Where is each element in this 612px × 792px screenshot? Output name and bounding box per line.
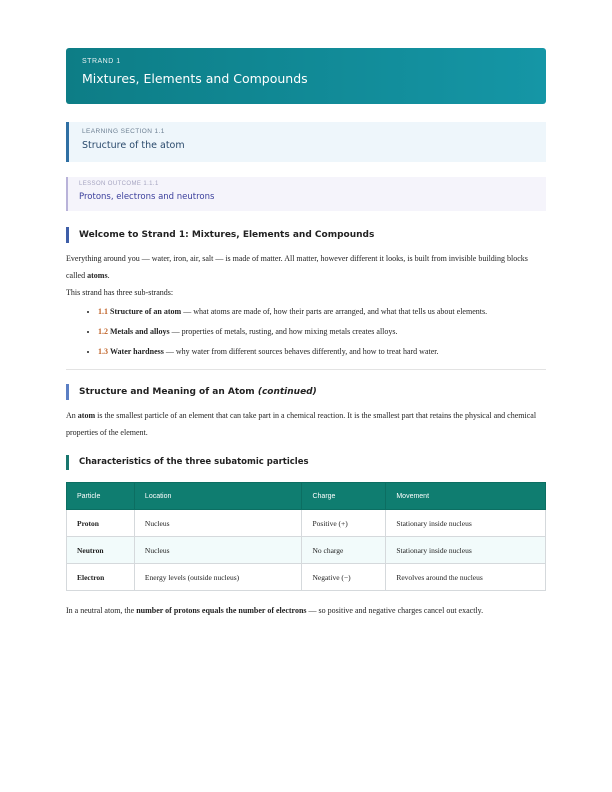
table-row (67, 537, 546, 564)
document-page (66, 48, 546, 619)
charge-cell: Negative (−) (302, 564, 386, 591)
strand-kicker: STRAND 1 (82, 58, 121, 65)
characteristics-heading: Characteristics of the three subatomic particles (66, 455, 546, 470)
lesson-outcome-kicker: LESSON OUTCOME 1.1.1 (79, 181, 159, 187)
movement-cell: Stationary inside nucleus (386, 537, 546, 564)
learning-section-kicker: LEARNING SECTION 1.1 (82, 128, 165, 135)
learning-section-box (66, 122, 546, 162)
substrand-item (98, 303, 546, 320)
column-header-location: Location (134, 483, 302, 510)
welcome-intro-end: . (107, 271, 110, 280)
location-cell: Energy levels (outside nucleus) (134, 564, 302, 591)
neutral-atom-note (66, 602, 546, 619)
atom-definition (66, 407, 546, 441)
movement-cell: Stationary inside nucleus (386, 510, 546, 537)
neutral-atom-note-bold: number of protons equals the number of electrons (136, 606, 307, 615)
welcome-intro-bold: atoms (87, 271, 108, 280)
table-row (67, 510, 546, 537)
structure-heading-text: Structure and Meaning of an Atom (79, 387, 258, 397)
substrand-number: 1.3 (98, 347, 108, 356)
substrand-item (98, 343, 546, 360)
welcome-intro (66, 250, 546, 284)
atom-definition-rest: is the smallest particle of an element that can take part in a chemical reaction. It is the smallest part that retains the physical and chemical properties of the element. (66, 411, 537, 437)
substrand-text: — why water from different sources behaves differently, and how to treat hard water. (163, 347, 439, 356)
particle-cell: Neutron (67, 537, 135, 564)
charge-cell: No charge (302, 537, 386, 564)
neutral-atom-note-start: In a neutral atom, the (66, 606, 137, 615)
substrand-item (98, 323, 546, 340)
atom-definition-start: An (66, 411, 78, 420)
table-header-row (67, 483, 546, 510)
welcome-intro-text: Everything around you — water, iron, air, salt — is made of matter. All matter, however different it looks, is built from invisible building blocks called (66, 254, 528, 280)
strand-banner (66, 48, 546, 104)
column-header-charge: Charge (302, 483, 386, 510)
movement-cell: Revolves around the nucleus (386, 564, 546, 591)
substrand-number: 1.2 (98, 327, 108, 336)
subatomic-particles-table (66, 482, 546, 591)
lesson-outcome-title: Protons, electrons and neutrons (79, 192, 215, 202)
particle-cell: Electron (67, 564, 135, 591)
structure-heading-suffix: (continued) (257, 387, 317, 397)
learning-section-title: Structure of the atom (82, 140, 185, 151)
neutral-atom-note-rest: — so positive and negative charges cancel out exactly. (306, 606, 484, 615)
table-row (67, 564, 546, 591)
section-divider (66, 369, 546, 370)
location-cell: Nucleus (134, 537, 302, 564)
welcome-substrands-intro: This strand has three sub-strands: (66, 288, 174, 297)
substrand-text: — what atoms are made of, how their parts are arranged, and what that tells us about elements. (181, 307, 488, 316)
column-header-movement: Movement (386, 483, 546, 510)
substrand-number: 1.1 (98, 307, 108, 316)
substrand-list (66, 303, 546, 360)
lesson-outcome-box (66, 177, 546, 211)
substrand-title: Metals and alloys (110, 327, 170, 336)
atom-definition-bold: atom (77, 411, 96, 420)
strand-title: Mixtures, Elements and Compounds (82, 71, 308, 86)
structure-heading (66, 384, 546, 400)
charge-cell: Positive (+) (302, 510, 386, 537)
particle-cell: Proton (67, 510, 135, 537)
substrand-text: — properties of metals, rusting, and how mixing metals creates alloys. (169, 327, 398, 336)
column-header-particle: Particle (67, 483, 135, 510)
substrand-title: Water hardness (110, 347, 164, 356)
location-cell: Nucleus (134, 510, 302, 537)
welcome-heading: Welcome to Strand 1: Mixtures, Elements and Compounds (66, 227, 546, 243)
substrand-title: Structure of an atom (110, 307, 182, 316)
